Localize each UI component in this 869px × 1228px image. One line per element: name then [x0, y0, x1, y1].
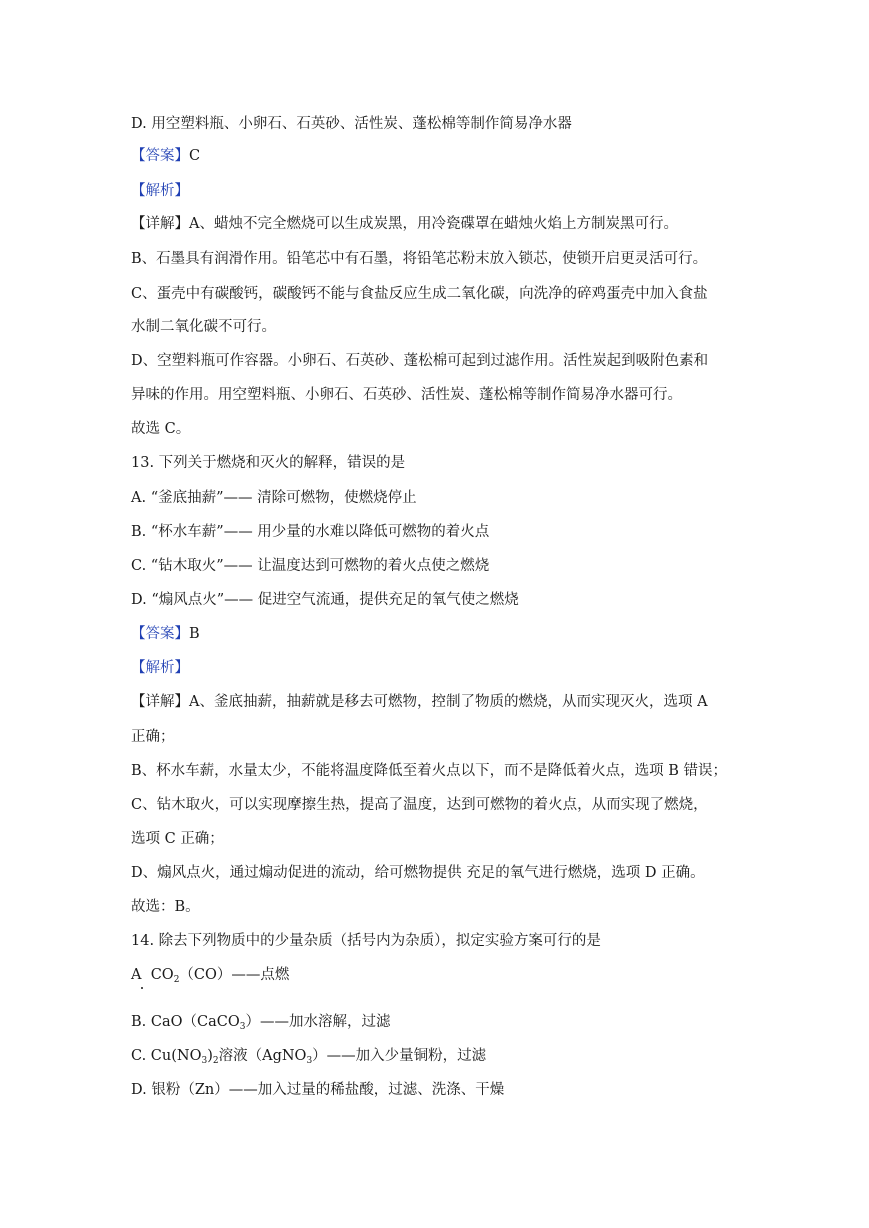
subscript: 2	[173, 975, 180, 985]
q14-stem: 14. 除去下列物质中的少量杂质（括号内为杂质），拟定实验方案可行的是	[131, 933, 601, 949]
formula: CO	[150, 967, 174, 983]
answer-label: 【答案】	[131, 626, 189, 642]
q13-detail-a2: 正确；	[131, 729, 175, 745]
q12-detail-d1: D、空塑料瓶可作容器。小卵石、石英砂、蓬松棉可起到过滤作用。活性炭起到吸附色素和	[131, 353, 709, 369]
q13-choose: 故选：B。	[131, 899, 200, 915]
q12-detail-c2: 水制二氧化碳不可行。	[131, 319, 276, 335]
option-text: （CO）——点燃	[179, 967, 290, 983]
q13-detail-c1: C、钻木取火，可以实现摩擦生热，提高了温度，达到可燃物的着火点，从而实现了燃烧，	[131, 797, 708, 813]
subscript: 2	[212, 1056, 219, 1066]
q12-detail-b: B、石墨具有润滑作用。铅笔芯中有石墨，将铅笔芯粉末放入锁芯，使锁开启更灵活可行。	[131, 251, 708, 267]
q12-detail-c1: C、蛋壳中有碳酸钙，碳酸钙不能与食盐反应生成二氧化碳，向洗净的碎鸡蛋壳中加入食盐	[131, 286, 708, 302]
option-text: ）——加入少量铜粉，过滤	[312, 1048, 487, 1064]
q12-detail-a	[131, 214, 678, 234]
option-text: B. CaO（CaCO	[131, 1014, 240, 1030]
q12-option-d: D. 用空塑料瓶、小卵石、石英砂、活性炭、蓬松棉等制作简易净水器	[131, 116, 572, 132]
answer-value: B	[189, 626, 200, 642]
detail-label: 【详解】	[131, 216, 189, 232]
option-text: 溶液（AgNO	[218, 1048, 307, 1064]
option-text: ）——加水溶解，过滤	[245, 1014, 391, 1030]
q14-option-b	[131, 1012, 390, 1032]
subscript: 3	[306, 1056, 313, 1066]
option-label: A	[131, 967, 142, 983]
detail-text: A、蜡烛不完全燃烧可以生成炭黑，用冷瓷碟罩在蜡烛火焰上方制炭黑可行。	[189, 216, 678, 232]
q13-option-d: D. “煽风点火”—— 促进空气流通，提供充足的氧气使之燃烧	[131, 592, 519, 608]
option-text: C. Cu(NO	[131, 1048, 202, 1064]
answer-value: C	[189, 148, 201, 164]
subscript: 3	[201, 1056, 208, 1066]
q12-detail-d2: 异味的作用。用空塑料瓶、小卵石、石英砂、活性炭、蓬松棉等制作简易净水器可行。	[131, 387, 682, 403]
q14-option-d: D. 银粉（Zn）——加入过量的稀盐酸，过滤、洗涤、干燥	[131, 1082, 505, 1098]
decorative-dot	[141, 987, 143, 989]
detail-label: 【详解】	[131, 694, 189, 710]
q13-analysis-label: 【解析】	[131, 660, 189, 676]
q14-option-a	[131, 965, 289, 985]
q13-answer	[131, 624, 200, 644]
detail-text: A、釜底抽薪，抽薪就是移去可燃物，控制了物质的燃烧，从而实现灭火，选项 A	[189, 694, 708, 710]
q12-choose: 故选 C。	[131, 421, 191, 437]
q12-analysis-label: 【解析】	[131, 183, 189, 199]
q13-option-c: C. “钻木取火”—— 让温度达到可燃物的着火点使之燃烧	[131, 558, 490, 574]
q13-stem: 13. 下列关于燃烧和灭火的解释，错误的是	[131, 455, 406, 471]
subscript: 3	[239, 1022, 246, 1032]
answer-label: 【答案】	[131, 148, 189, 164]
option-text: )	[207, 1048, 213, 1064]
q13-detail-c2: 选项 C 正确；	[131, 831, 224, 847]
q13-detail-b: B、杯水车薪，水量太少，不能将温度降低至着火点以下，而不是降低着火点，选项 B 错误；	[131, 763, 728, 779]
q13-detail-a1	[131, 692, 708, 712]
q14-option-c	[131, 1046, 486, 1066]
q13-detail-d: D、煽风点火，通过煽动促进的流动，给可燃物提供 充足的氧气进行燃烧，选项 D 正确。	[131, 865, 705, 881]
q12-answer	[131, 146, 200, 166]
q13-option-a: A. “釜底抽薪”—— 清除可燃物，使燃烧停止	[131, 490, 417, 506]
q13-option-b: B. “杯水车薪”—— 用少量的水难以降低可燃物的着火点	[131, 524, 490, 540]
